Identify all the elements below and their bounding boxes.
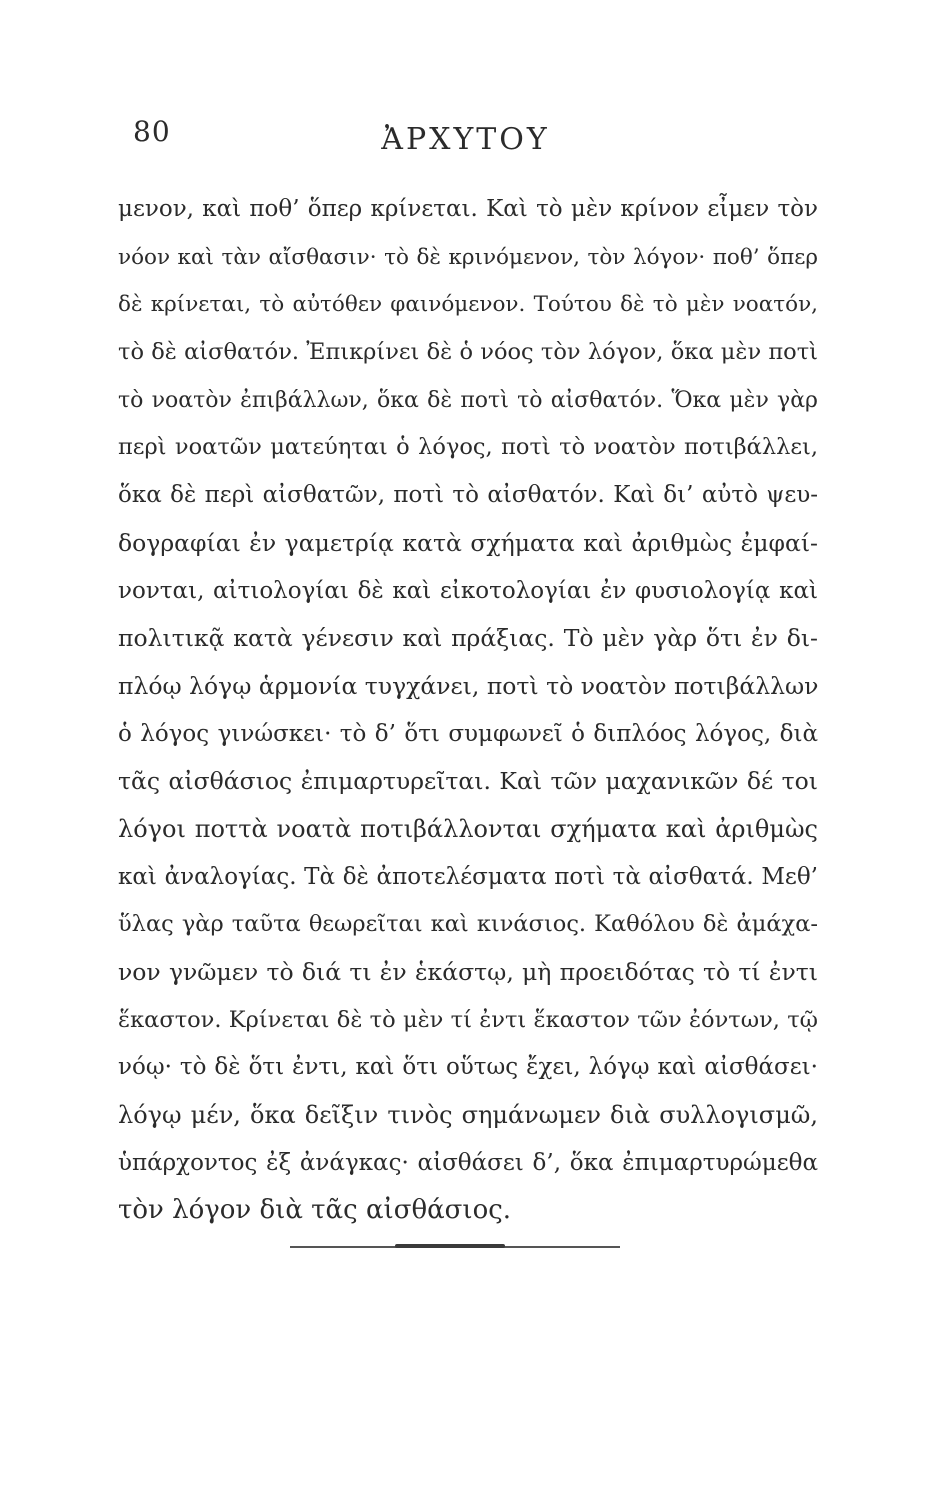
- text-line: ὕλας γὰρ ταῦτα θεωρεῖται καὶ κινάσιος. Καθόλου δὲ ἀμάχα-: [118, 911, 818, 938]
- text-line: περὶ νοατῶν ματεύηται ὁ λόγος, ποτὶ τὸ νοατὸν ποτιβάλλει,: [118, 434, 818, 461]
- text-line: λόγῳ μέν, ὅκα δεῖξιν τινὸς σημάνωμεν διὰ συλλογισμῶ,: [118, 1101, 818, 1130]
- text-line: ὁ λόγος γινώσκει· τὸ δ’ ὅτι συμφωνεῖ ὁ διπλόος λόγος, διὰ: [118, 720, 818, 747]
- text-line: καὶ ἀναλογίας. Τὰ δὲ ἀποτελέσματα ποτὶ τὰ αἰσθατά. Μεθ’: [118, 863, 818, 890]
- body-text: [118, 186, 818, 1235]
- text-line: λόγοι ποττὰ νοατὰ ποτιβάλλονται σχήματα καὶ ἀριθμὼς: [118, 814, 818, 843]
- text-line: νον γνῶμεν τὸ διά τι ἐν ἑκάστῳ, μὴ προειδότας τὸ τί ἐντι: [118, 958, 818, 986]
- section-end-rule-center: [395, 1244, 505, 1248]
- text-line: ἕκαστον. Κρίνεται δὲ τὸ μὲν τί ἐντι ἕκαστον τῶν ἐόντων, τῷ: [118, 1006, 818, 1033]
- text-line: δὲ κρίνεται, τὸ αὐτόθεν φαινόμενον. Τούτου δὲ τὸ μὲν νοατόν,: [118, 292, 818, 318]
- running-head: ἈΡΧΥΤΟΥ: [381, 122, 550, 157]
- text-line: νονται, αἰτιολογίαι δὲ καὶ εἰκοτολογίαι ἐν φυσιολογίᾳ καὶ: [118, 577, 818, 604]
- text-line: πλόῳ λόγῳ ἁρμονία τυγχάνει, ποτὶ τὸ νοατὸν ποτιβάλλων: [118, 671, 819, 700]
- text-line: πολιτικᾷ κατὰ γένεσιν καὶ πράξιας. Τὸ μὲν γὰρ ὅτι ἐν δι-: [118, 624, 818, 653]
- text-line: ὅκα δὲ περὶ αἰσθατῶν, ποτὶ τὸ αἰσθατόν. Καὶ δι’ αὐτὸ ψευ-: [118, 482, 818, 509]
- text-line: τᾶς αἰσθάσιος ἐπιμαρτυρεῖται. Καὶ τῶν μαχανικῶν δέ τοι: [118, 767, 818, 796]
- text-line-last: τὸν λόγον διὰ τᾶς αἰσθάσιος.: [118, 1195, 512, 1226]
- text-line: μενον, καὶ ποθ’ ὅπερ κρίνεται. Καὶ τὸ μὲν κρίνον εἶμεν τὸν: [118, 196, 818, 222]
- text-line: τὸ νοατὸν ἐπιβάλλων, ὅκα δὲ ποτὶ τὸ αἰσθατόν. Ὅκα μὲν γὰρ: [118, 387, 818, 413]
- text-line: ὑπάρχοντος ἐξ ἀνάγκας· αἰσθάσει δ’, ὅκα ἐπιμαρτυρώμεθα: [118, 1149, 818, 1176]
- text-line: νόον καὶ τὰν αἴσθασιν· τὸ δὲ κρινόμενον, τὸν λόγον· ποθ’ ὅπερ: [118, 244, 818, 270]
- text-line: νόῳ· τὸ δὲ ὅτι ἐντι, καὶ ὅτι οὕτως ἔχει, λόγῳ καὶ αἰσθάσει·: [118, 1054, 818, 1081]
- text-line: δογραφίαι ἐν γαμετρίᾳ κατὰ σχήματα καὶ ἀριθμὼς ἐμφαί-: [118, 528, 818, 557]
- text-line: τὸ δὲ αἰσθατόν. Ἐπικρίνει δὲ ὁ νόος τὸν λόγον, ὅκα μὲν ποτὶ: [118, 339, 818, 366]
- page-number: 80: [133, 115, 171, 148]
